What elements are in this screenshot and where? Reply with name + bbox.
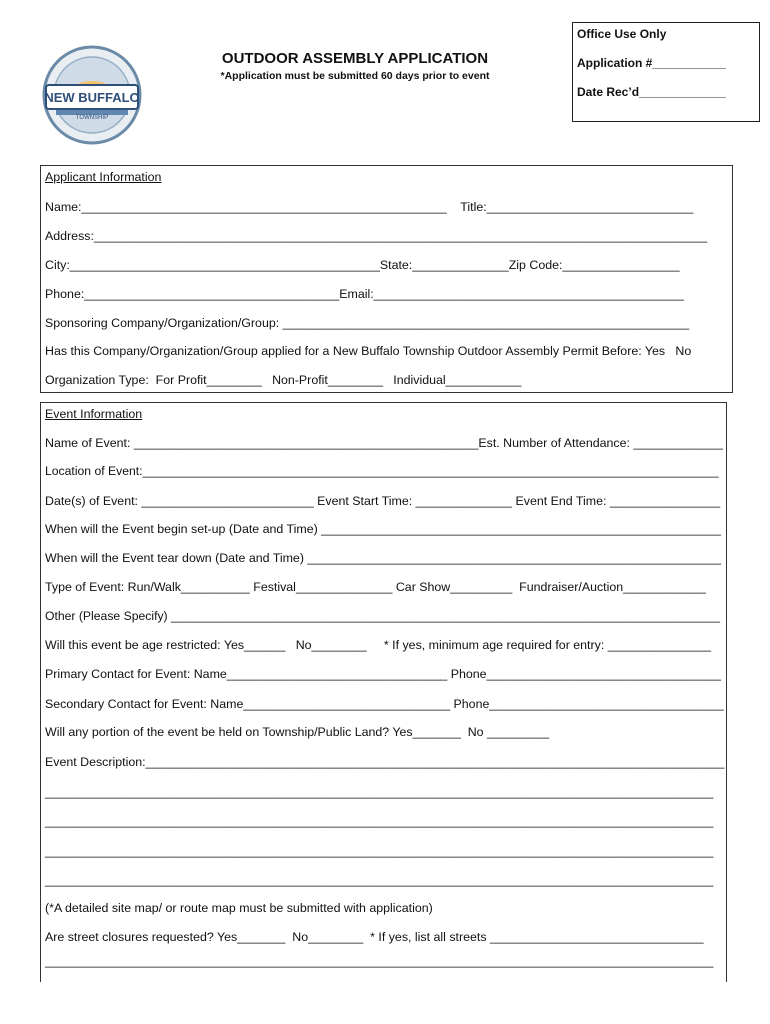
streets-line[interactable]: _________________________________________________________________________________________________ (45, 954, 714, 968)
site-map-note: (*A detailed site map/ or route map must be submitted with application) (45, 901, 433, 915)
application-number-field[interactable]: Application #___________ (577, 56, 726, 70)
description-line[interactable]: _________________________________________________________________________________________________ (45, 785, 714, 799)
public-land-field[interactable]: Will any portion of the event be held on Township/Public Land? Yes_______ No _________ (45, 725, 550, 739)
description-line[interactable]: _________________________________________________________________________________________________ (45, 844, 714, 858)
primary-contact-field[interactable]: Primary Contact for Event: Name________________________________ Phone__________________________________ (45, 667, 721, 681)
event-description-field[interactable]: Event Description:____________________________________________________________________________________ (45, 755, 725, 769)
street-closures-field[interactable]: Are street closures requested? Yes_______ No________ * If yes, list all streets _______________________________ (45, 930, 704, 944)
event-section (40, 402, 727, 982)
other-type-field[interactable]: Other (Please Specify) _________________________________________________________________________________ (45, 609, 721, 623)
svg-text:TOWNSHIP: TOWNSHIP (75, 115, 109, 121)
setup-time-field[interactable]: When will the Event begin set-up (Date and Time) __________________________________________________________ (45, 522, 721, 536)
event-location-field[interactable]: Location of Event:_____________________________________________________________________________________ (45, 464, 719, 478)
organization-type-field[interactable]: Organization Type: For Profit________ Non-Profit________ Individual___________ (45, 373, 522, 387)
office-use-box (572, 22, 760, 122)
event-dates-times-field[interactable]: Date(s) of Event: _________________________ Event Start Time: ______________ Event End Time: ________________ (45, 494, 721, 508)
age-restriction-field[interactable]: Will this event be age restricted: Yes______ No________ * If yes, minimum age required for entry: _______________ (45, 638, 712, 652)
event-name-field[interactable]: Name of Event: __________________________________________________Est. Number of Attendance: _____________ (45, 436, 723, 450)
teardown-time-field[interactable]: When will the Event tear down (Date and Time) ____________________________________________________________ (45, 551, 721, 565)
name-title-field[interactable]: Name:_____________________________________________________ Title:______________________________ (45, 200, 694, 214)
phone-email-field[interactable]: Phone:_____________________________________Email:_____________________________________________ (45, 287, 684, 301)
form-subtitle: *Application must be submitted 60 days prior to event (220, 70, 490, 82)
applicant-heading: Applicant Information (45, 170, 162, 184)
prior-permit-question[interactable]: Has this Company/Organization/Group applied for a New Buffalo Township Outdoor Assembly Permit Before: Yes No (45, 344, 692, 358)
form-title: OUTDOOR ASSEMBLY APPLICATION (221, 50, 489, 67)
description-line[interactable]: _________________________________________________________________________________________________ (45, 873, 714, 887)
date-received-field[interactable]: Date Rec’d_____________ (577, 85, 726, 99)
address-field[interactable]: Address:_________________________________________________________________________________________ (45, 229, 708, 243)
office-use-heading: Office Use Only (577, 27, 667, 41)
sponsoring-org-field[interactable]: Sponsoring Company/Organization/Group: ___________________________________________________________ (45, 316, 690, 330)
description-line[interactable]: _________________________________________________________________________________________________ (45, 814, 714, 828)
secondary-contact-field[interactable]: Secondary Contact for Event: Name______________________________ Phone__________________________________ (45, 697, 724, 711)
city-state-zip-field[interactable]: City:_____________________________________________State:______________Zip Code:_________________ (45, 258, 680, 272)
event-type-field[interactable]: Type of Event: Run/Walk__________ Festival______________ Car Show_________ Fundraiser/Auction____________ (45, 580, 706, 594)
event-heading: Event Information (45, 407, 143, 421)
svg-text:NEW BUFFALO: NEW BUFFALO (44, 90, 140, 105)
